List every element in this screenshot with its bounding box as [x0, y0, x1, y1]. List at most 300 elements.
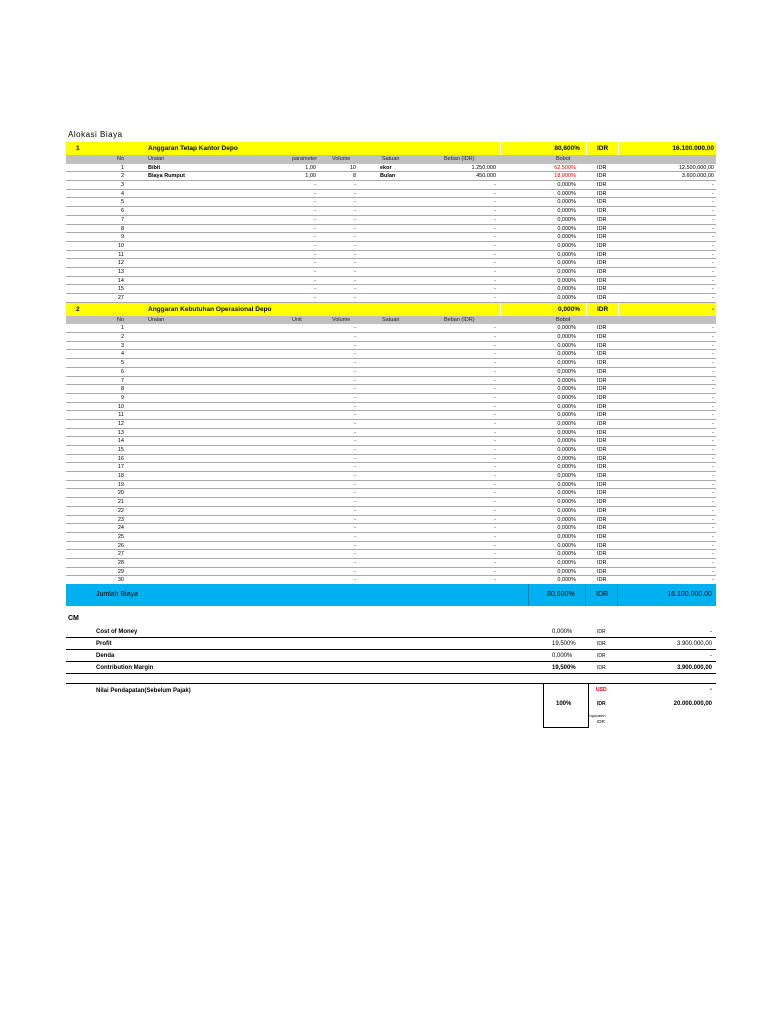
row-volume[interactable]: - [354, 533, 356, 540]
row-amount: - [712, 429, 714, 436]
row-number: 9 [120, 234, 124, 241]
row-bobot: 0,000% [557, 199, 576, 206]
row-beban[interactable]: - [494, 429, 496, 436]
row-volume[interactable]: - [354, 208, 356, 215]
row-bobot: 0,000% [557, 242, 576, 249]
row-bobot: 0,000% [557, 429, 576, 436]
row-currency: IDR [597, 368, 607, 375]
row-parameter[interactable]: - [314, 182, 316, 189]
cm-row-amount: 3.900.000,00 [676, 641, 712, 647]
table-row [66, 342, 716, 351]
row-bobot: 0,000% [557, 182, 576, 189]
column-header-row [66, 155, 716, 164]
row-bobot: 0,000% [557, 208, 576, 215]
row-bobot: 0,000% [557, 386, 576, 393]
row-volume[interactable]: - [354, 473, 356, 480]
row-amount: - [712, 412, 714, 419]
row-number: 17 [117, 464, 124, 471]
row-beban[interactable]: - [494, 377, 496, 384]
row-number: 5 [120, 199, 124, 206]
row-volume[interactable]: - [354, 199, 356, 206]
row-amount: - [712, 377, 714, 384]
table-row [66, 559, 716, 568]
row-number: 19 [117, 481, 124, 488]
row-volume[interactable]: - [354, 394, 356, 401]
row-amount: - [712, 199, 714, 206]
row-number: 12 [117, 420, 124, 427]
row-currency: IDR [597, 516, 607, 523]
row-parameter[interactable]: 1,00 [305, 173, 316, 180]
row-volume[interactable]: - [354, 559, 356, 566]
table-row [66, 350, 716, 359]
row-currency: IDR [597, 533, 607, 540]
row-currency: IDR [597, 351, 607, 358]
row-beban[interactable]: - [494, 499, 496, 506]
cm-row-label: Cost of Money [96, 629, 138, 635]
row-beban[interactable]: - [494, 286, 496, 293]
row-parameter[interactable]: - [314, 234, 316, 241]
row-beban[interactable]: - [494, 268, 496, 275]
table-row [66, 294, 716, 303]
row-amount: - [712, 234, 714, 241]
col-bobot-header: Bobot [556, 316, 571, 323]
row-volume[interactable]: - [354, 516, 356, 523]
row-currency: IDR [597, 182, 607, 189]
row-volume[interactable]: - [354, 525, 356, 532]
row-bobot: 0,000% [557, 481, 576, 488]
equivalen-label: Equivalen [588, 713, 606, 718]
table-row [66, 181, 716, 190]
row-bobot: 0,000% [557, 277, 576, 284]
row-bobot: 0,000% [557, 525, 576, 532]
row-bobot: 62,500% [554, 164, 576, 171]
row-amount: - [712, 464, 714, 471]
row-volume[interactable]: - [354, 429, 356, 436]
row-number: 8 [120, 225, 124, 232]
table-row [66, 333, 716, 342]
row-beban[interactable]: - [494, 507, 496, 514]
row-amount: - [712, 216, 714, 223]
row-volume[interactable]: - [354, 542, 356, 549]
table-row [66, 533, 716, 542]
cm-heading: CM [68, 615, 79, 622]
row-number: 26 [117, 542, 124, 549]
table-row [66, 225, 716, 234]
row-beban[interactable]: - [494, 542, 496, 549]
cm-row-label: Profit [96, 641, 112, 647]
row-volume[interactable]: - [354, 481, 356, 488]
table-row [66, 463, 716, 472]
row-volume[interactable]: - [354, 499, 356, 506]
row-number: 10 [117, 242, 124, 249]
row-beban[interactable]: - [494, 464, 496, 471]
row-volume[interactable]: - [354, 464, 356, 471]
row-volume[interactable]: - [354, 295, 356, 301]
row-beban[interactable]: - [494, 234, 496, 241]
section-number: 1 [76, 145, 80, 152]
row-volume[interactable]: - [354, 190, 356, 197]
row-amount: - [712, 251, 714, 258]
row-number: 21 [117, 499, 124, 506]
row-amount: - [712, 386, 714, 393]
row-bobot: 0,000% [557, 473, 576, 480]
row-volume[interactable]: - [354, 438, 356, 445]
row-volume[interactable]: - [354, 334, 356, 341]
row-number: 27 [117, 551, 124, 558]
row-beban[interactable]: - [494, 182, 496, 189]
row-parameter[interactable]: - [314, 251, 316, 258]
section-title: Anggaran Kebutuhan Operasional Depo [148, 305, 272, 313]
row-beban[interactable]: - [494, 551, 496, 558]
row-number: 14 [117, 438, 124, 445]
row-beban[interactable]: - [494, 334, 496, 341]
row-parameter[interactable]: - [314, 242, 316, 249]
table-row [66, 403, 716, 412]
table-row [66, 524, 716, 533]
table-row [66, 251, 716, 260]
total-currency: IDR [596, 591, 609, 598]
row-currency: IDR [597, 386, 607, 393]
row-currency: IDR [597, 394, 607, 401]
row-number: 9 [120, 394, 124, 401]
row-volume[interactable]: - [354, 377, 356, 384]
row-beban[interactable]: 1.250.000 [471, 164, 496, 171]
row-bobot: 0,000% [557, 260, 576, 267]
row-satuan[interactable]: ekor [380, 164, 392, 171]
pendapatan-block [66, 683, 716, 728]
row-volume[interactable]: - [354, 277, 356, 284]
row-currency: IDR [597, 268, 607, 275]
row-number: 12 [117, 260, 124, 267]
section-header-1 [66, 142, 716, 155]
row-beban[interactable]: - [494, 325, 496, 332]
row-number: 8 [120, 386, 124, 393]
row-parameter[interactable]: - [314, 260, 316, 267]
row-number: 5 [120, 360, 124, 367]
row-amount: 3.600.000,00 [681, 173, 714, 180]
row-number: 28 [117, 559, 124, 566]
cm-row-amount: 3.900.000,00 [676, 665, 712, 671]
row-amount: - [712, 533, 714, 540]
row-volume[interactable]: - [354, 251, 356, 258]
row-currency: IDR [597, 216, 607, 223]
row-beban[interactable]: - [494, 242, 496, 249]
row-volume[interactable]: - [354, 420, 356, 427]
row-number: 4 [120, 190, 124, 197]
row-bobot: 0,000% [557, 577, 576, 584]
row-bobot: 0,000% [557, 351, 576, 358]
cm-row-percent: 0,000% [552, 629, 573, 635]
row-bobot: 0,000% [557, 455, 576, 462]
row-parameter[interactable]: 1,00 [305, 164, 316, 171]
row-parameter[interactable]: - [314, 199, 316, 206]
row-bobot: 0,000% [557, 190, 576, 197]
table-row [66, 268, 716, 277]
row-volume[interactable]: - [354, 551, 356, 558]
row-parameter[interactable]: - [314, 277, 316, 284]
row-bobot: 0,000% [557, 268, 576, 275]
row-volume[interactable]: - [354, 403, 356, 410]
table-row [66, 285, 716, 294]
row-volume[interactable]: - [354, 342, 356, 349]
row-beban[interactable]: - [494, 368, 496, 375]
row-number: 14 [117, 277, 124, 284]
col-bobot-header: Bobot [556, 156, 571, 162]
row-beban[interactable]: - [494, 277, 496, 284]
cm-row-percent: 0,000% [552, 653, 573, 659]
row-amount: - [712, 516, 714, 523]
row-uraian[interactable]: Bibit [148, 164, 161, 171]
row-beban[interactable]: - [494, 455, 496, 462]
row-number: 11 [118, 412, 124, 419]
row-beban[interactable]: - [494, 525, 496, 532]
row-bobot: 0,000% [557, 551, 576, 558]
row-currency: IDR [597, 164, 607, 171]
row-beban[interactable]: - [494, 225, 496, 232]
row-beban[interactable]: - [494, 251, 496, 258]
col-satuan-header: Satuan [382, 316, 400, 323]
row-currency: IDR [597, 429, 607, 436]
row-amount: - [712, 473, 714, 480]
row-volume[interactable]: - [354, 216, 356, 223]
row-currency: IDR [597, 325, 607, 332]
row-volume[interactable]: - [354, 577, 356, 584]
row-parameter[interactable]: - [314, 286, 316, 293]
table-row [66, 437, 716, 446]
row-volume[interactable]: - [354, 351, 356, 358]
row-beban[interactable]: - [494, 208, 496, 215]
row-volume[interactable]: - [354, 268, 356, 275]
row-number: 4 [120, 351, 124, 358]
row-amount: - [712, 190, 714, 197]
row-parameter[interactable]: - [314, 216, 316, 223]
row-currency: IDR [597, 190, 607, 197]
section-header-2 [66, 303, 716, 316]
row-beban[interactable]: - [494, 420, 496, 427]
row-number: 7 [120, 377, 124, 384]
row-bobot: 0,000% [557, 412, 576, 419]
row-number: 23 [117, 516, 124, 523]
row-beban[interactable]: - [494, 516, 496, 523]
row-amount: - [712, 368, 714, 375]
row-currency: IDR [597, 568, 607, 575]
col-parameter-header: parameter [292, 156, 318, 162]
table-row [66, 359, 716, 368]
row-currency: IDR [597, 234, 607, 241]
row-number: 2 [120, 334, 124, 341]
row-beban[interactable]: - [494, 473, 496, 480]
row-number: 20 [117, 490, 124, 497]
cm-row [66, 650, 716, 662]
row-parameter[interactable]: - [314, 208, 316, 215]
row-volume[interactable]: - [354, 242, 356, 249]
row-currency: IDR [597, 242, 607, 249]
table-row [66, 216, 716, 225]
row-beban[interactable]: - [494, 394, 496, 401]
row-beban[interactable]: - [494, 216, 496, 223]
row-currency: IDR [597, 481, 607, 488]
cm-row [66, 662, 716, 674]
row-bobot: 0,000% [557, 516, 576, 523]
row-amount: - [712, 577, 714, 584]
row-amount: - [712, 568, 714, 575]
row-currency: IDR [597, 577, 607, 584]
row-beban[interactable]: - [494, 260, 496, 267]
row-amount: - [712, 325, 714, 332]
table-row [66, 242, 716, 251]
row-volume[interactable]: - [354, 225, 356, 232]
row-beban[interactable]: - [494, 447, 496, 453]
row-volume[interactable]: - [354, 234, 356, 241]
row-bobot: 0,000% [557, 216, 576, 223]
section-title: Anggaran Tetap Kantor Depo [148, 145, 238, 152]
row-number: 11 [118, 251, 124, 258]
table-row [66, 368, 716, 377]
section-percent: 0,000% [557, 305, 580, 313]
row-number: 3 [120, 342, 124, 349]
row-amount: - [712, 447, 714, 453]
row-bobot: 18,000% [554, 173, 576, 180]
row-number: 1 [120, 325, 124, 332]
row-beban[interactable]: 450.000 [476, 173, 496, 180]
row-bobot: 0,000% [557, 499, 576, 506]
row-bobot: 0,000% [557, 251, 576, 258]
row-currency: IDR [597, 173, 607, 180]
row-number: 7 [120, 216, 124, 223]
row-currency: IDR [597, 551, 607, 558]
cm-row-currency: IDR [597, 665, 606, 671]
row-beban[interactable]: - [494, 351, 496, 358]
row-bobot: 0,000% [557, 403, 576, 410]
row-parameter[interactable]: - [314, 190, 316, 197]
row-currency: IDR [597, 377, 607, 384]
row-amount: - [712, 295, 714, 301]
row-bobot: 0,000% [557, 559, 576, 566]
cm-row-percent: 19,500% [552, 641, 576, 647]
row-bobot: 0,000% [557, 394, 576, 401]
row-currency: IDR [597, 277, 607, 284]
table-row [66, 481, 716, 490]
row-volume[interactable]: - [354, 182, 356, 189]
row-beban[interactable]: - [494, 559, 496, 566]
row-beban[interactable]: - [494, 577, 496, 584]
row-amount: - [712, 351, 714, 358]
row-parameter[interactable]: - [314, 295, 316, 301]
row-volume[interactable]: 10 [349, 164, 356, 171]
row-parameter[interactable]: - [314, 225, 316, 232]
total-amount: 16.100.000,00 [667, 591, 712, 598]
row-uraian[interactable]: Biaya Rumput [148, 173, 185, 180]
cm-row [66, 638, 716, 650]
row-beban[interactable]: - [494, 386, 496, 393]
row-parameter[interactable]: - [314, 268, 316, 275]
row-volume[interactable]: - [354, 386, 356, 393]
row-satuan[interactable]: Bulan [380, 173, 396, 180]
row-currency: IDR [597, 490, 607, 497]
row-bobot: 0,000% [557, 225, 576, 232]
allocation-table [66, 142, 716, 585]
row-beban[interactable]: - [494, 199, 496, 206]
row-beban[interactable]: - [494, 568, 496, 575]
row-volume[interactable]: 8 [352, 173, 356, 180]
row-volume[interactable]: - [354, 490, 356, 497]
row-currency: IDR [597, 251, 607, 258]
cm-row [66, 626, 716, 638]
row-bobot: 0,000% [557, 490, 576, 497]
row-number: 25 [117, 533, 124, 540]
section-amount: 16.100.000,00 [672, 145, 714, 152]
row-volume[interactable]: - [354, 325, 356, 332]
row-number: 18 [117, 473, 124, 480]
row-volume[interactable]: - [354, 260, 356, 267]
row-beban[interactable]: - [494, 533, 496, 540]
row-bobot: 0,000% [557, 325, 576, 332]
cm-row-amount: - [710, 629, 712, 635]
usd-amount: - [710, 687, 712, 693]
column-header-row [66, 316, 716, 325]
row-amount: - [712, 225, 714, 232]
col-beban-header: Beban (IDR) [444, 316, 475, 323]
row-currency: IDR [597, 286, 607, 293]
row-currency: IDR [597, 225, 607, 232]
table-row [66, 198, 716, 207]
row-amount: - [712, 242, 714, 249]
total-row [66, 584, 716, 606]
table-row [66, 394, 716, 403]
row-number: 29 [117, 568, 124, 575]
section-amount: - [711, 305, 714, 313]
row-beban[interactable]: - [494, 342, 496, 349]
row-beban[interactable]: - [494, 481, 496, 488]
table-row [66, 172, 716, 181]
row-amount: - [712, 182, 714, 189]
row-number: 30 [117, 577, 124, 584]
total-label: Jumlah Biaya [96, 591, 139, 598]
table-row [66, 324, 716, 333]
row-volume[interactable]: - [354, 568, 356, 575]
idr-label: IDR [597, 701, 606, 707]
row-beban[interactable]: - [494, 403, 496, 410]
row-volume[interactable]: - [354, 507, 356, 514]
table-row [66, 233, 716, 242]
row-number: 15 [117, 286, 124, 293]
table-row [66, 164, 716, 173]
row-volume[interactable]: - [354, 286, 356, 293]
col-no-header: No [116, 156, 124, 162]
row-number: 13 [117, 429, 124, 436]
row-volume[interactable]: - [354, 360, 356, 367]
row-beban[interactable]: - [494, 438, 496, 445]
row-beban[interactable]: - [494, 360, 496, 367]
row-volume[interactable]: - [354, 368, 356, 375]
row-beban[interactable]: - [494, 190, 496, 197]
row-volume[interactable]: - [354, 412, 356, 419]
col-volume-header: Volume [332, 316, 351, 323]
table-row [66, 259, 716, 268]
row-beban[interactable]: - [494, 295, 496, 301]
row-amount: - [712, 455, 714, 462]
row-beban[interactable]: - [494, 412, 496, 419]
col-beban-header: Beban (IDR) [444, 156, 475, 162]
row-currency: IDR [597, 342, 607, 349]
row-volume[interactable]: - [354, 447, 356, 453]
cm-row-label: Denda [96, 653, 115, 659]
row-volume[interactable]: - [354, 455, 356, 462]
pendapatan-percent: 100% [556, 701, 572, 707]
row-amount: - [712, 559, 714, 566]
row-beban[interactable]: - [494, 490, 496, 497]
col-uraian-header: Uraian [148, 316, 165, 323]
